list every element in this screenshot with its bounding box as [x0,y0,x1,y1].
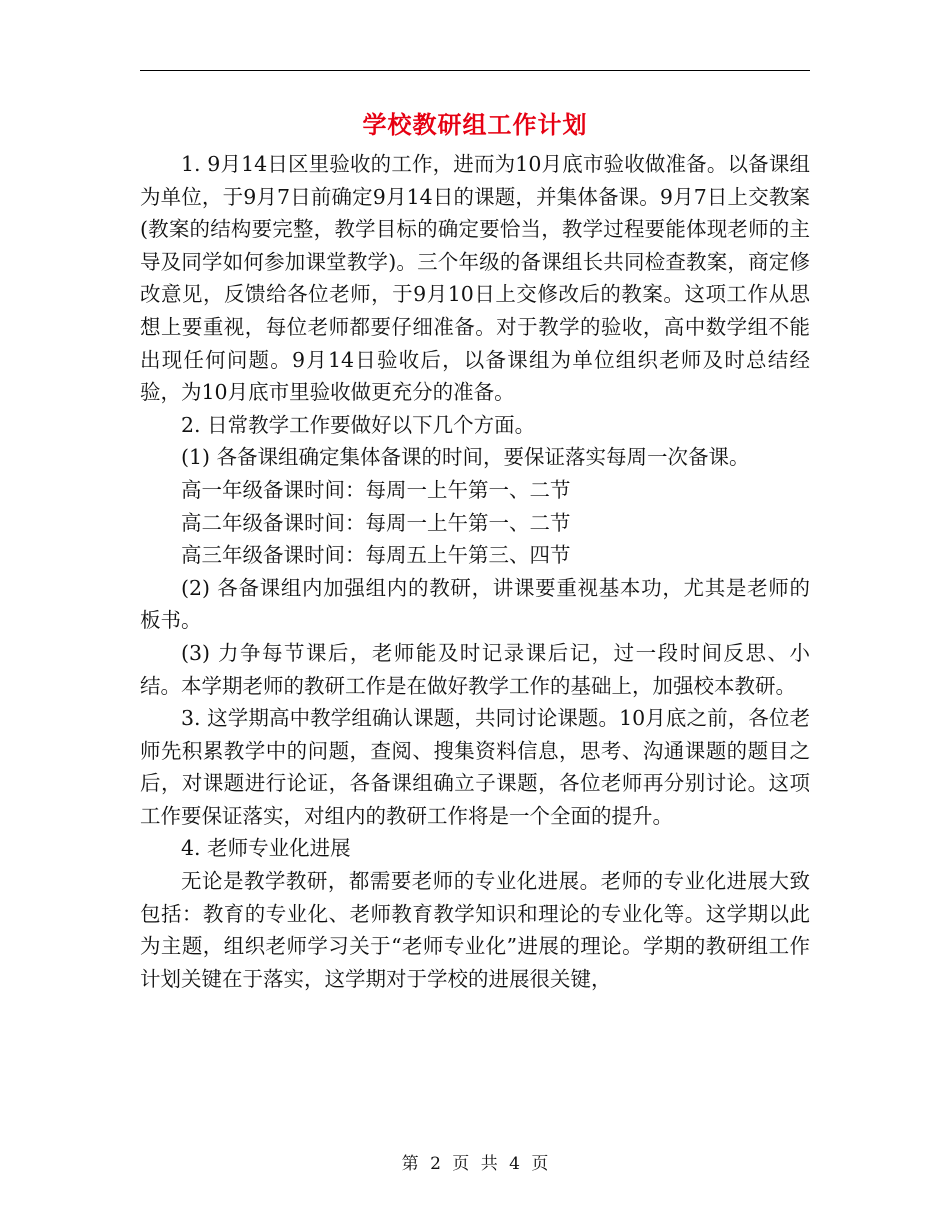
paragraph-item-1: 1. 9月14日区里验收的工作，进而为10月底市验收做准备。以备课组为单位，于9月7日前确定9月14日的课题，并集体备课。9月7日上交教案(教案的结构要完整，教学目标的确定要恰当，教学过程要能体现老师的主导及同学如何参加课堂教学)。三个年级的备课组长共同检查教案，商定修改意见，反馈给各位老师，于9月10日上交修改后的教案。这项工作从思想上要重视，每位老师都要仔细准备。对于教学的验收，高中数学组不能出现任何问题。9月14日验收后，以备课组为单位组织老师及时总结经验，为10月底市里验收做更充分的准备。 [140,152,810,405]
page-number-footer: 第 2 页 共 4 页 [401,1154,549,1174]
schedule-line-grade-2: 高二年级备课时间：每周一上午第一、二节 [181,510,571,535]
paragraph-item-2: 2. 日常教学工作要做好以下几个方面。 [181,412,536,437]
schedule-line-grade-1: 高一年级备课时间：每周一上午第一、二节 [181,477,571,502]
section-heading-4: 4. 老师专业化进展 [181,836,351,861]
paragraph-item-8: (3) 力争每节课后，老师能及时记录课后记，过一段时间反思、小结。本学期老师的教研工作是在做好教学工作的基础上，加强校本教研。 [140,640,810,698]
document-title: 学校教研组工作计划 [362,110,588,139]
paragraph-item-11: 无论是教学教研，都需要老师的专业化进展。老师的专业化进展大致包括：教育的专业化、老师教育教学知识和理论的专业化等。这学期以此为主题，组织老师学习关于“老师专业化”进展的理论。学期的教研组工作计划关键在于落实，这学期对于学校的进展很关键， [140,869,810,991]
paragraph-item-7: (2) 各备课组内加强组内的教研，讲课要重视基本功，尤其是老师的板书。 [140,575,810,633]
paragraph-item-3: (1) 各备课组确定集体备课的时间，要保证落实每周一次备课。 [181,445,750,470]
paragraph-item-9: 3. 这学期高中教学组确认课题，共同讨论课题。10月底之前，各位老师先积累教学中的问题，查阅、搜集资料信息，思考、沟通课题的题目之后，对课题进行论证，各备课组确立子课题，各位老师再分别讨论。这项工作要保证落实，对组内的教研工作将是一个全面的提升。 [140,706,810,828]
header-rule [140,70,810,71]
schedule-line-grade-3: 高三年级备课时间：每周五上午第三、四节 [181,543,571,568]
document-body [140,148,810,995]
